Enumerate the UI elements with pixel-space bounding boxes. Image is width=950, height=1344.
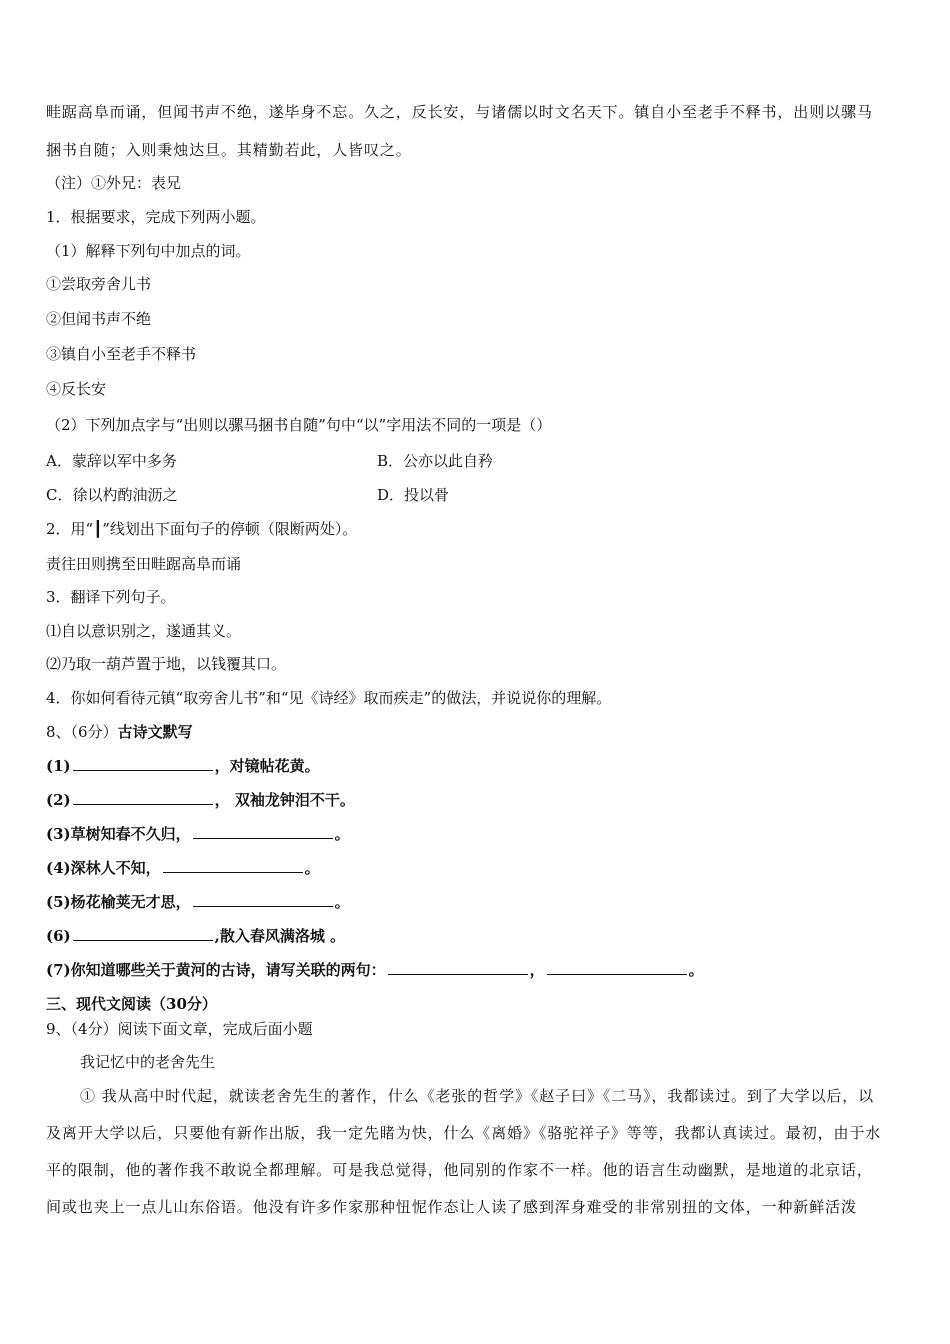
answer-blank[interactable] — [73, 790, 213, 805]
answer-blank[interactable] — [193, 892, 333, 907]
q1-title: 1．根据要求，完成下列两小题。 — [46, 208, 266, 226]
q8-line-3 — [46, 824, 350, 844]
q1-sub1: （1）解释下列句中加点的词。 — [46, 242, 251, 260]
q9-title: 9、（4分）阅读下面文章，完成后面小题 — [46, 1020, 313, 1038]
article-line-4: 间或也夹上一点儿山东俗语。他没有许多作家那种忸怩作态让人读了感到浑身难受的非常别扭的文体，一种新鲜活泼 — [46, 1198, 857, 1216]
q1-option-d: D．投以骨 — [377, 486, 450, 504]
q8-line-5-text: (5)杨花榆荚无才思， — [46, 893, 191, 911]
q1-option-c: C．徐以杓酌油沥之 — [46, 486, 178, 504]
q1-item-1: ①尝取旁舍儿书 — [46, 275, 152, 293]
q8-period: 。 — [334, 893, 350, 911]
q8-period: 。 — [688, 961, 704, 979]
q8-line-6-num: (6) — [46, 927, 71, 945]
q8-line-6-text: ,散入春风满洛城 。 — [214, 927, 346, 945]
q8-line-4 — [46, 858, 320, 878]
q8-line-7-text: (7)你知道哪些关于黄河的古诗，请写关联的两句： — [46, 961, 386, 979]
q8-title: 古诗文默写 — [117, 723, 193, 741]
q8-line-7 — [46, 960, 704, 980]
q1-option-b: B．公亦以此自矜 — [377, 452, 494, 470]
passage-line-1: 畦踞高阜而诵，但闻书声不绝，遂毕身不忘。久之，反长安，与诸儒以时文名天下。镇自小至老手不释书，出则以骡马 — [46, 103, 873, 121]
passage-note: （注）①外兄：表兄 — [46, 174, 182, 192]
answer-blank[interactable] — [547, 960, 687, 975]
answer-blank[interactable] — [73, 926, 213, 941]
section-3-heading: 三、现代文阅读（30分） — [46, 995, 217, 1013]
q8-line-3-text: (3)草树知春不久归， — [46, 825, 191, 843]
q1-option-a: A．蒙辞以军中多务 — [46, 452, 177, 470]
q2-sentence: 责往田则携至田畦踞高阜而诵 — [46, 555, 242, 573]
q1-item-4: ④反长安 — [46, 380, 107, 398]
q8-line-2 — [46, 790, 355, 810]
q4-title: 4．你如何看待元镇“取旁舍儿书”和“见《诗经》取而疾走”的做法，并说说你的理解。 — [46, 689, 612, 707]
q8-line-6 — [46, 926, 345, 946]
q8-line-5 — [46, 892, 350, 912]
q8-line-4-text: (4)深林人不知， — [46, 859, 161, 877]
q1-sub2: （2）下列加点字与“出则以骡马捆书自随”句中“以”字用法不同的一项是（） — [46, 416, 552, 434]
answer-blank[interactable] — [193, 824, 333, 839]
passage-line-2: 捆书自随；入则秉烛达旦。其精勤若此，人皆叹之。 — [46, 141, 412, 159]
q2-title: 2．用“┃”线划出下面句子的停顿（限断两处）。 — [46, 520, 358, 538]
answer-blank[interactable] — [388, 960, 528, 975]
q8-line-2-num: (2) — [46, 791, 71, 809]
article-line-1: ① 我从高中时代起，就读老舍先生的著作，什么《老张的哲学》《赵子曰》《二马》，我都读过。到了大学以后，以 — [80, 1087, 875, 1105]
q8-line-2-text: ， 双袖龙钟泪不干。 — [214, 791, 355, 809]
answer-blank[interactable] — [73, 756, 213, 771]
q3-sentence-1: ⑴自以意识别之，遂通其义。 — [46, 622, 242, 640]
article-title: 我记忆中的老舍先生 — [80, 1053, 216, 1071]
answer-blank[interactable] — [163, 858, 303, 873]
q8-period: 。 — [334, 825, 350, 843]
q8-line-1-text: ，对镜帖花黄。 — [214, 757, 320, 775]
q8-line-1 — [46, 756, 320, 776]
q3-sentence-2: ⑵乃取一葫芦置于地，以钱覆其口。 — [46, 655, 287, 673]
q8-prefix: 8、（6分） — [46, 723, 118, 741]
q8-line-1-num: (1) — [46, 757, 71, 775]
q1-item-2: ②但闻书声不绝 — [46, 310, 152, 328]
q8-separator: ， — [529, 961, 545, 979]
article-line-3: 平的限制，他的著作我不敢说全都理解。可是我总觉得，他同别的作家不一样。他的语言生动幽默，是地道的北京话， — [46, 1161, 873, 1179]
q1-item-3: ③镇自小至老手不释书 — [46, 345, 197, 363]
q3-title: 3．翻译下列句子。 — [46, 588, 176, 606]
q8-period: 。 — [304, 859, 320, 877]
q8-heading — [46, 722, 193, 742]
article-line-2: 及离开大学以后，只要他有新作出版，我一定先睹为快，什么《离婚》《骆驼祥子》等等，我都认真读过。最初，由于水 — [46, 1124, 882, 1142]
